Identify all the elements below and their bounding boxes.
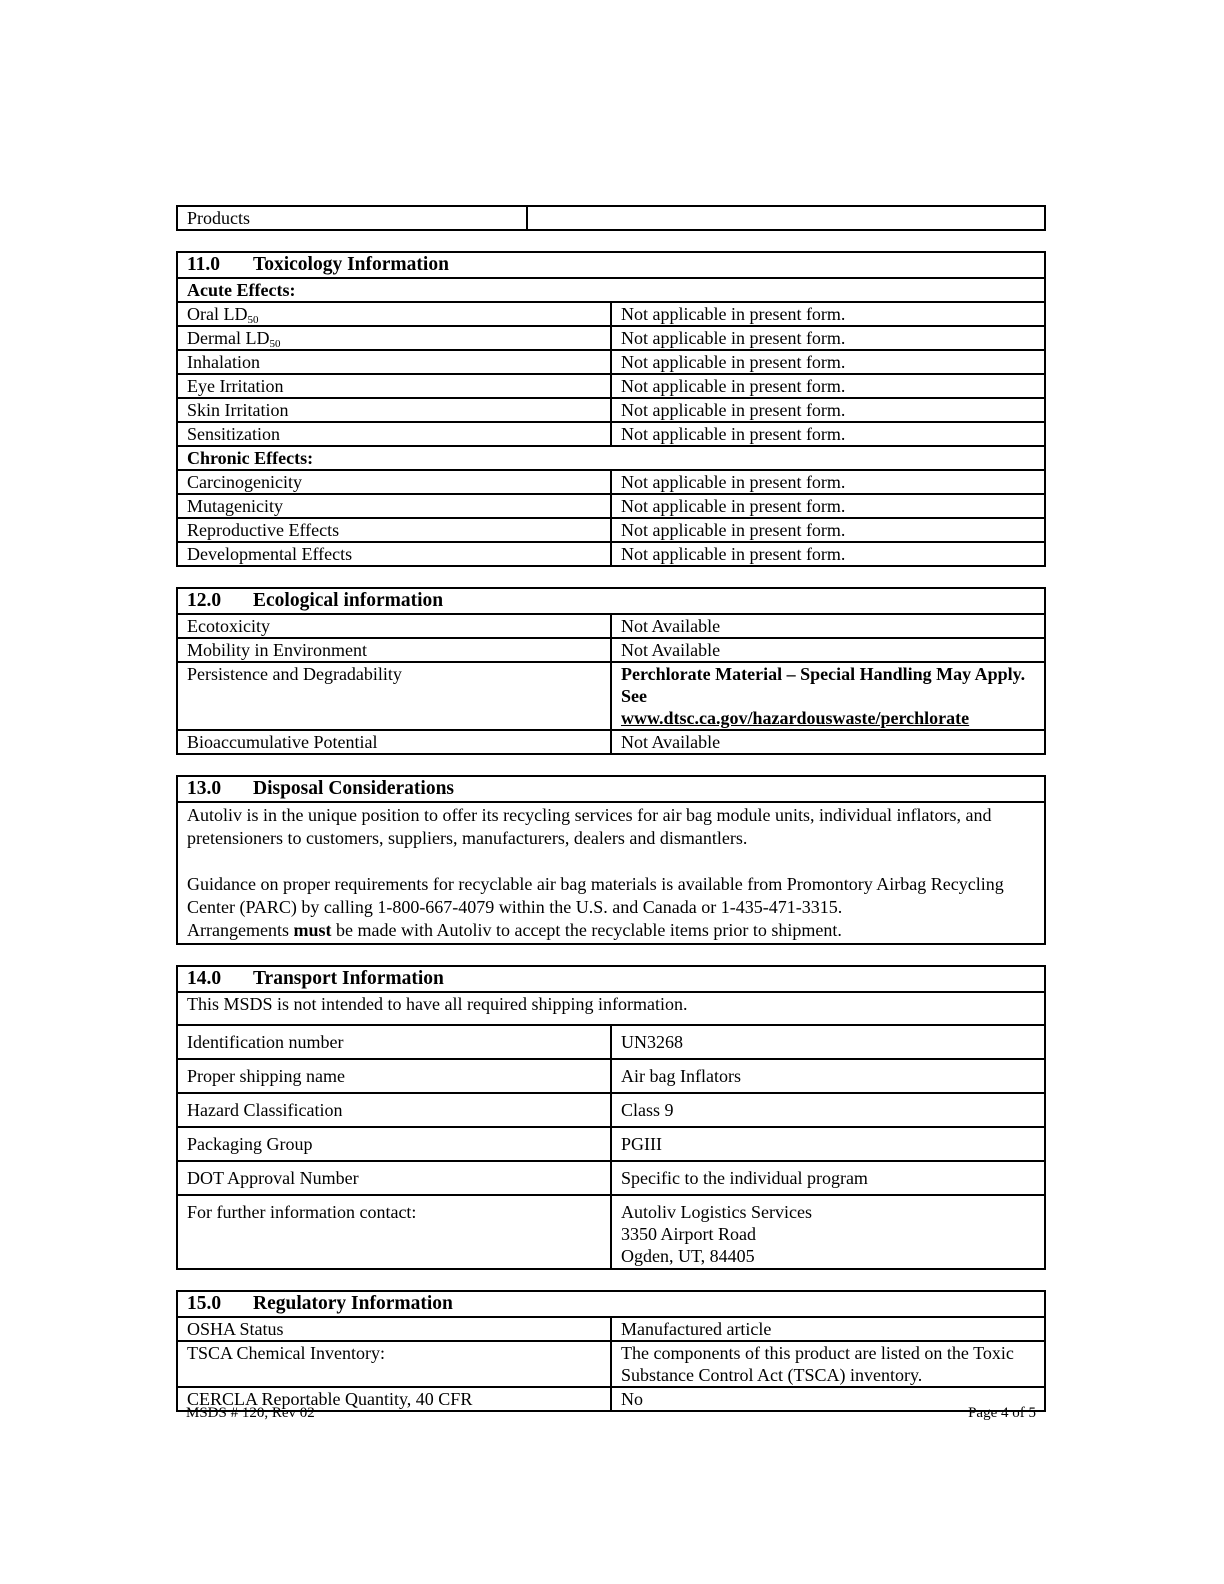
row-value: Not applicable in present form. xyxy=(611,542,1045,566)
row-value: Specific to the individual program xyxy=(611,1161,1045,1195)
page-footer xyxy=(186,1405,1036,1422)
section-title: Toxicology Information xyxy=(253,254,449,275)
disposal-table xyxy=(176,775,1046,945)
msds-page xyxy=(176,205,1046,1412)
table-row xyxy=(177,1195,1045,1269)
row-value: Not applicable in present form. xyxy=(611,398,1045,422)
table-row xyxy=(177,206,1045,230)
acute-effects-heading: Acute Effects: xyxy=(177,278,1045,302)
row-value: Not applicable in present form. xyxy=(611,374,1045,398)
row-value: No xyxy=(611,1387,1045,1411)
contact-line: Autoliv Logistics Services xyxy=(621,1202,812,1222)
table-row xyxy=(177,1059,1045,1093)
row-value: Manufactured article xyxy=(611,1317,1045,1341)
section-heading xyxy=(177,776,1045,802)
row-label: CERCLA Reportable Quantity, 40 CFR xyxy=(177,1387,611,1411)
row-value: Not applicable in present form. xyxy=(611,470,1045,494)
section-heading xyxy=(177,252,1045,278)
transport-table xyxy=(176,965,1046,1270)
section-title: Ecological information xyxy=(253,590,444,611)
table-row xyxy=(177,542,1045,566)
row-label: Proper shipping name xyxy=(177,1059,611,1093)
products-label: Products xyxy=(177,206,527,230)
section-heading xyxy=(177,588,1045,614)
row-value: Not applicable in present form. xyxy=(611,326,1045,350)
row-label: Carcinogenicity xyxy=(177,470,611,494)
table-row xyxy=(177,518,1045,542)
row-label: Inhalation xyxy=(177,350,611,374)
products-table xyxy=(176,205,1046,231)
table-row xyxy=(177,326,1045,350)
row-label: Developmental Effects xyxy=(177,542,611,566)
row-label: Mutagenicity xyxy=(177,494,611,518)
row-label: TSCA Chemical Inventory: xyxy=(177,1341,611,1387)
section-number: 11.0 xyxy=(187,254,221,275)
section-number: 13.0 xyxy=(187,778,222,799)
disposal-text xyxy=(177,802,1045,944)
row-label: Bioaccumulative Potential xyxy=(177,730,611,754)
table-row xyxy=(177,422,1045,446)
row-label: Ecotoxicity xyxy=(177,614,611,638)
row-value: Not applicable in present form. xyxy=(611,518,1045,542)
contact-label: For further information contact: xyxy=(177,1195,611,1269)
section-title: Disposal Considerations xyxy=(253,778,454,799)
document-id: MSDS # 120, Rev 02 xyxy=(186,1405,315,1421)
row-label: Dermal $LD_{50}$ xyxy=(177,326,611,350)
section-title: Transport Information xyxy=(253,968,444,989)
row-label: OSHA Status xyxy=(177,1317,611,1341)
page-number: Page 4 of 5 xyxy=(968,1405,1036,1421)
row-value: Not Available xyxy=(611,638,1045,662)
section-title: Regulatory Information xyxy=(253,1293,453,1314)
row-value: Not applicable in present form. xyxy=(611,494,1045,518)
table-row xyxy=(177,614,1045,638)
row-value: Class 9 xyxy=(611,1093,1045,1127)
table-row xyxy=(177,350,1045,374)
table-row xyxy=(177,302,1045,326)
transport-note: This MSDS is not intended to have all required shipping information. xyxy=(177,992,1045,1025)
ecological-table xyxy=(176,587,1046,755)
section-number: 14.0 xyxy=(187,968,222,989)
row-label: Identification number xyxy=(177,1025,611,1059)
chronic-effects-heading: Chronic Effects: xyxy=(177,446,1045,470)
row-value: Not applicable in present form. xyxy=(611,350,1045,374)
row-label: Packaging Group xyxy=(177,1127,611,1161)
table-row xyxy=(177,1317,1045,1341)
disposal-paragraph-3: Arrangements must be made with Autoliv to accept the recyclable items prior to shipment. xyxy=(187,920,842,940)
row-label: DOT Approval Number xyxy=(177,1161,611,1195)
row-label: Oral $LD_{50}$ xyxy=(177,302,611,326)
regulatory-table xyxy=(176,1290,1046,1412)
perchlorate-warning: Perchlorate Material – Special Handling May Apply. See xyxy=(621,664,1026,706)
table-row xyxy=(177,662,1045,730)
table-row xyxy=(177,730,1045,754)
row-label: Persistence and Degradability xyxy=(177,662,611,730)
section-number: 12.0 xyxy=(187,590,222,611)
row-value: Air bag Inflators xyxy=(611,1059,1045,1093)
row-value: Not Available xyxy=(611,730,1045,754)
contact-line: 3350 Airport Road xyxy=(621,1224,756,1244)
perchlorate-link[interactable]: www.dtsc.ca.gov/hazardouswaste/perchlorate xyxy=(621,708,970,728)
table-row xyxy=(177,638,1045,662)
row-label: Reproductive Effects xyxy=(177,518,611,542)
table-row xyxy=(177,374,1045,398)
table-row xyxy=(177,1025,1045,1059)
disposal-paragraph-1: Autoliv is in the unique position to offer its recycling services for air bag module units, individual inflators, and pretensioners to customers, suppliers, manufacturers, dealers and dismantlers. xyxy=(187,805,992,848)
table-row xyxy=(177,1161,1045,1195)
row-value: Not Available xyxy=(611,614,1045,638)
row-value: Not applicable in present form. xyxy=(611,302,1045,326)
row-value: UN3268 xyxy=(611,1025,1045,1059)
section-number: 15.0 xyxy=(187,1293,222,1314)
row-label: Eye Irritation xyxy=(177,374,611,398)
contact-line: Ogden, UT, 84405 xyxy=(621,1246,755,1266)
table-row xyxy=(177,398,1045,422)
toxicology-table xyxy=(176,251,1046,567)
row-value: The components of this product are listed on the Toxic Substance Control Act (TSCA) inventory. xyxy=(611,1341,1045,1387)
row-value xyxy=(611,662,1045,730)
row-label: Hazard Classification xyxy=(177,1093,611,1127)
table-row xyxy=(177,1093,1045,1127)
row-value: Not applicable in present form. xyxy=(611,422,1045,446)
table-row xyxy=(177,470,1045,494)
table-row xyxy=(177,494,1045,518)
section-heading xyxy=(177,1291,1045,1317)
row-label: Mobility in Environment xyxy=(177,638,611,662)
row-label: Skin Irritation xyxy=(177,398,611,422)
section-heading xyxy=(177,966,1045,992)
disposal-paragraph-2: Guidance on proper requirements for recyclable air bag materials is available from Promontory Airbag Recycling Center (PARC) by calling 1-800-667-4079 within the U.S. and Canada or 1-435-471-3315. xyxy=(187,874,1004,917)
row-value: PGIII xyxy=(611,1127,1045,1161)
products-value xyxy=(527,206,1045,230)
row-label: Sensitization xyxy=(177,422,611,446)
table-row xyxy=(177,1341,1045,1387)
table-row xyxy=(177,1127,1045,1161)
contact-address xyxy=(611,1195,1045,1269)
